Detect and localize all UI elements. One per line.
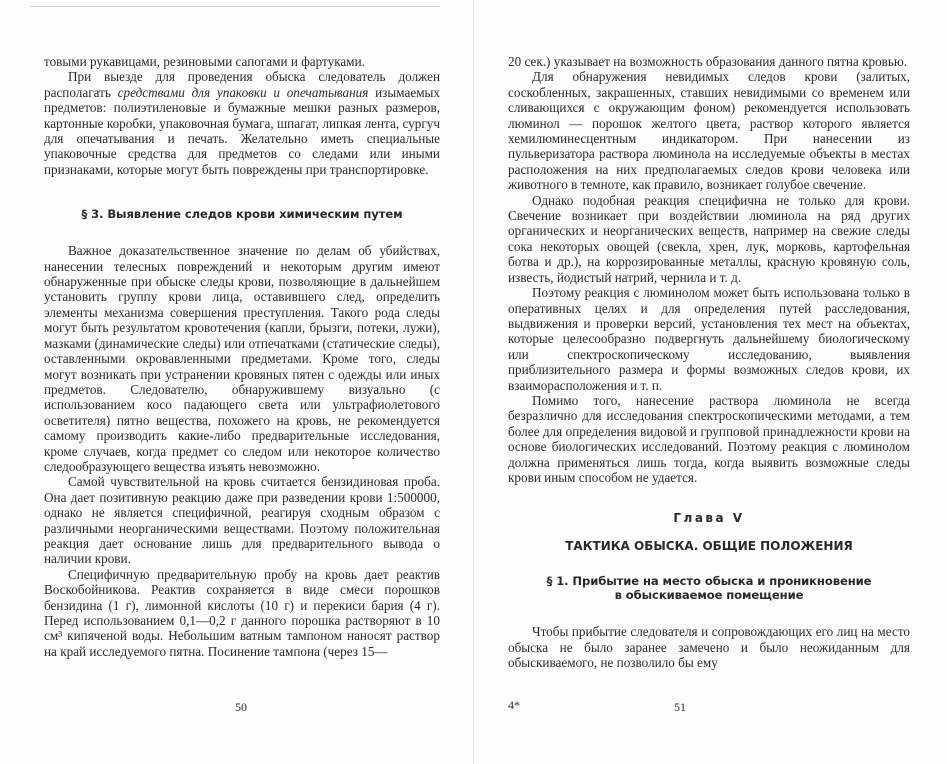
paragraph-text: изымаемых предметов: полиэтиленовые и бумажные мешки разных размеров, картонные коробки, упаковочная бумага, шпагат, липкая лента, сургуч для опечатывания и печать. Желательно иметь специальные упаковочные средства для предметов со следами или иными признаками, которые могут быть повреждены при транспортировке. bbox=[44, 84, 441, 177]
paragraph: Важное доказательственное значение по делам об убийствах, нанесении телесных повреждений и некоторым другим имеют обнаруженные при обыске следы крови, позволяющие в дальнейшем установить группу крови лица, оставившего след, определить элементы механизма совершения преступления. Такого рода следы могут быть результатом кровотечения (капли, брызги, потеки, лужи), мазками (динамические следы) или отпечатками (статические следы), оставленными окровавленными предметами. Кроме того, следы могут возникать при устранении кровяных пятен с одежды или иных предметов. Следователю, обнаружившему визуально (с использованием косо падающего света или ультрафиолетового осветителя) пятно вещества, похожего на кровь, не рекомендуется самому производить какие-либо предварительные исследования, кроме случаев, когда предмет со следом или некоторое количество следообразующего вещества изъять невозможно. bbox=[44, 243, 440, 474]
paragraph: Для обнаружения невидимых следов крови (залитых, соскобленных, закрашенных, ставших невидимыми со временем или сливающихся с окружающим фоном) рекомендуется использовать люминол — порошок желтого цвета, раствор которого является хемилюминесцентным индикатором. При нанесении из пульверизатора раствора люминола на исследуемые объекты в местах расположения на них предполагаемых следов крови человека или животного в темноте, как правило, возникает голубое свечение. bbox=[508, 69, 910, 193]
right-page bbox=[474, 0, 947, 764]
paragraph bbox=[44, 69, 440, 177]
paragraph: Чтобы прибытие следователя и сопровождающих его лиц на место обыска не было заранее замечено и было неожиданным для обыскиваемого, не позволило бы ему bbox=[508, 624, 910, 670]
top-rule bbox=[30, 6, 440, 7]
paragraph: Самой чувствительной на кровь считается бензидиновая проба. Она дает позитивную реакцию даже при разведении крови 1:500000, однако не является специфичной, реагируя сходным образом с различными неорганическими веществами. Поэтому положительная реакция дает основание лишь для предварительного вывода о наличии крови. bbox=[44, 474, 440, 567]
paragraph-text: При выезде для проведения обыска следователь должен располагать bbox=[44, 69, 440, 100]
paragraph: Специфичную предварительную пробу на кровь дает реактив Воскобойникова. Реактив сохраняется в виде смеси порошков бензидина (1 г), лимонной кислоты (10 г) и перекиси бария (4 г). Перед использованием 0,1—0,2 г данного порошка растворяют в 10 см³ кипяченой воды. Небольшим ватным тампоном наносят раствор на край исследуемого пятна. Посинение тампона (через 15— bbox=[44, 566, 440, 659]
left-text-column bbox=[44, 54, 440, 659]
chapter-label: Глава V bbox=[673, 511, 745, 526]
paragraph: товыми рукавицами, резиновыми сапогами и фартуками. bbox=[44, 54, 365, 69]
section-heading-line: § 1. Прибытие на место обыска и проникновение bbox=[546, 574, 872, 589]
signature-mark: 4* bbox=[508, 698, 520, 712]
paragraph: Помимо того, нанесение раствора люминола не всегда безразлично для исследования спектроскопическими методами, а тем более для определения видовой и групповой принадлежности крови на основе биологических исследований. Поэтому реакция с люминолом должна применяться лишь тогда, когда выявить возможные следы крови иным способом не удается. bbox=[508, 392, 910, 485]
section-heading: § 3. Выявление следов крови химическим путем bbox=[81, 207, 403, 222]
right-text-column bbox=[508, 54, 910, 670]
section-heading bbox=[508, 574, 910, 602]
chapter-title: ТАКТИКА ОБЫСКА. ОБЩИЕ ПОЛОЖЕНИЯ bbox=[565, 538, 853, 553]
italic-phrase: средствами для упаковки и опечатывания bbox=[117, 84, 369, 100]
section-heading-line: в обыскиваемое помещение bbox=[614, 588, 804, 603]
paragraph: Однако подобная реакция специфична не только для крови. Свечение возникает при воздействии люминола на ряд других органических и неорганических веществ, например на свежие следы сока некоторых овощей (свекла, хрен, лук, морковь, картофельная ботва и др.), на коррозированные металлы, красную кровяную соль, известь, йодистый натрий, чернила и т. д. bbox=[508, 192, 910, 285]
page-number: 51 bbox=[674, 700, 686, 714]
paragraph: Поэтому реакция с люминолом может быть использована только в оперативных целях и для определения путей расследования, выдвижения и проверки версий, установления тех мест на объектах, которые целесообразно подвергнуть дальнейшему биологическому или спектроскопическому исследованию, выявления приблизительного размера и формы возможных следов крови, их взаиморасположения и т. п. bbox=[508, 285, 910, 393]
page-number: 50 bbox=[235, 700, 247, 714]
paragraph: 20 сек.) указывает на возможность образования данного пятна кровью. bbox=[508, 54, 908, 69]
